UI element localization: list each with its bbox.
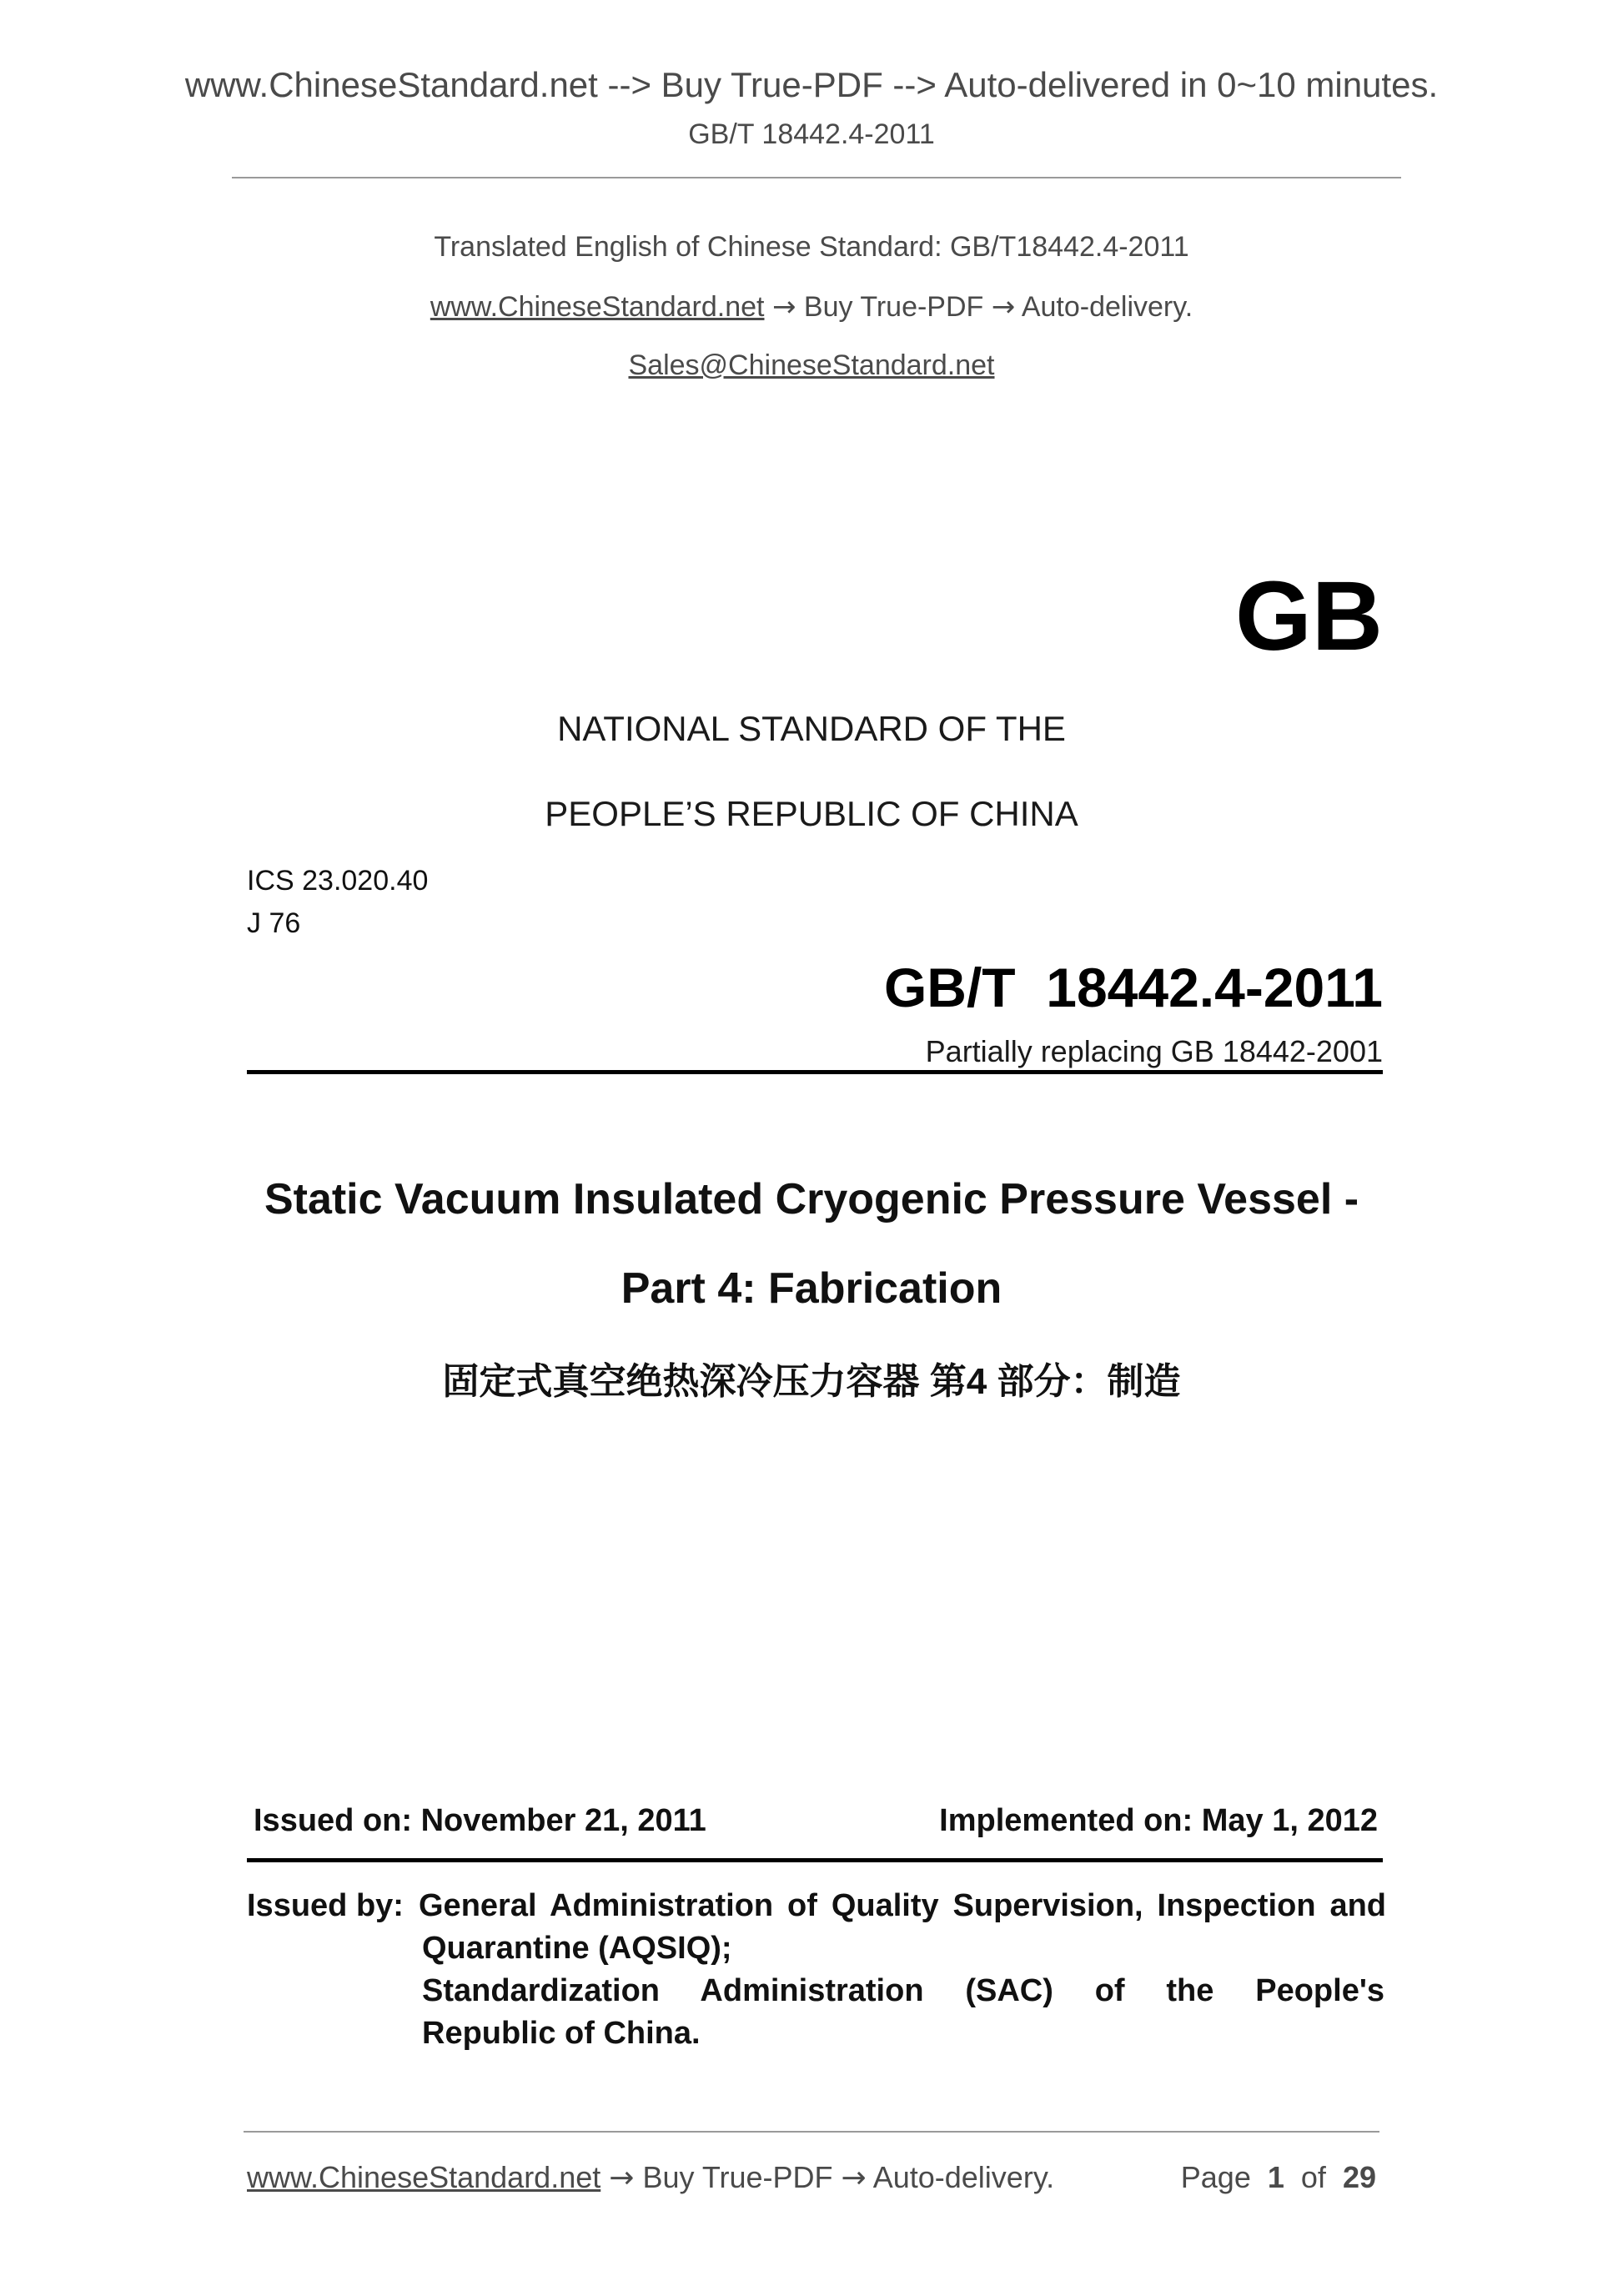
email-link[interactable]: Sales@ChineseStandard.net <box>628 349 995 381</box>
issued-by-org1-line1: General Administration of Quality Supervision, Inspection and <box>419 1888 1386 1923</box>
page-total: 29 <box>1342 2160 1376 2194</box>
page-of: of <box>1300 2160 1326 2194</box>
delivery-text: Auto-delivery. <box>1021 291 1193 323</box>
arrow-icon: → <box>609 2161 635 2195</box>
translation-line: Translated English of Chinese Standard: GB/T18442.4-2011 <box>434 231 1189 263</box>
title-line-1: Static Vacuum Insulated Cryogenic Pressure Vessel - <box>264 1175 1359 1223</box>
national-line-1: NATIONAL STANDARD OF THE <box>557 709 1066 748</box>
email-row <box>0 349 1623 382</box>
header-code: GB/T 18442.4-2011 <box>688 118 935 150</box>
page-current: 1 <box>1267 2160 1284 2194</box>
national-line-2: PEOPLE’S REPUBLIC OF CHINA <box>545 794 1078 833</box>
dates-underline <box>247 1858 1383 1862</box>
standard-number: GB/T 18442.4-2011 <box>883 957 1383 1018</box>
footer-divider <box>244 2131 1379 2133</box>
issued-by-org1-line2: Quarantine (AQSIQ); <box>422 1931 732 1966</box>
arrow-icon: → <box>991 290 1016 324</box>
header-promo: www.ChineseStandard.net --> Buy True-PDF --> Auto-delivered in 0~10 minutes. <box>184 65 1439 104</box>
header-divider <box>232 177 1401 178</box>
arrow-icon: → <box>841 2161 867 2195</box>
footer-buy-text: Buy True-PDF <box>642 2160 833 2194</box>
implemented-on: Implemented on: May 1, 2012 <box>939 1803 1378 1838</box>
footer-links <box>247 2160 1054 2195</box>
gb-mark: GB <box>1235 561 1383 671</box>
buy-text: Buy True-PDF <box>803 291 984 323</box>
replacing-note: Partially replacing GB 18442-2001 <box>925 1034 1383 1068</box>
issued-by-org2-line1: Standardization Administration (SAC) of the People's <box>422 1973 1384 2008</box>
footer-site-link[interactable]: www.ChineseStandard.net <box>247 2160 601 2194</box>
translation-links <box>0 290 1623 324</box>
page-label: Page <box>1180 2160 1251 2194</box>
issued-by-label: Issued by: <box>247 1888 404 1923</box>
footer-delivery-text: Auto-delivery. <box>872 2160 1055 2194</box>
page-indicator <box>1181 2160 1376 2195</box>
ccs-code: J 76 <box>247 907 301 939</box>
issued-on: Issued on: November 21, 2011 <box>254 1803 706 1838</box>
title-chinese: 固定式真空绝热深冷压力容器 第4 部分：制造 <box>442 1361 1181 1402</box>
number-underline <box>247 1070 1383 1074</box>
ics-code: ICS 23.020.40 <box>247 865 429 897</box>
arrow-icon: → <box>771 290 796 324</box>
site-link[interactable]: www.ChineseStandard.net <box>430 291 765 323</box>
issued-by-org2-line2: Republic of China. <box>422 2016 701 2051</box>
title-line-2: Part 4: Fabrication <box>621 1264 1002 1313</box>
